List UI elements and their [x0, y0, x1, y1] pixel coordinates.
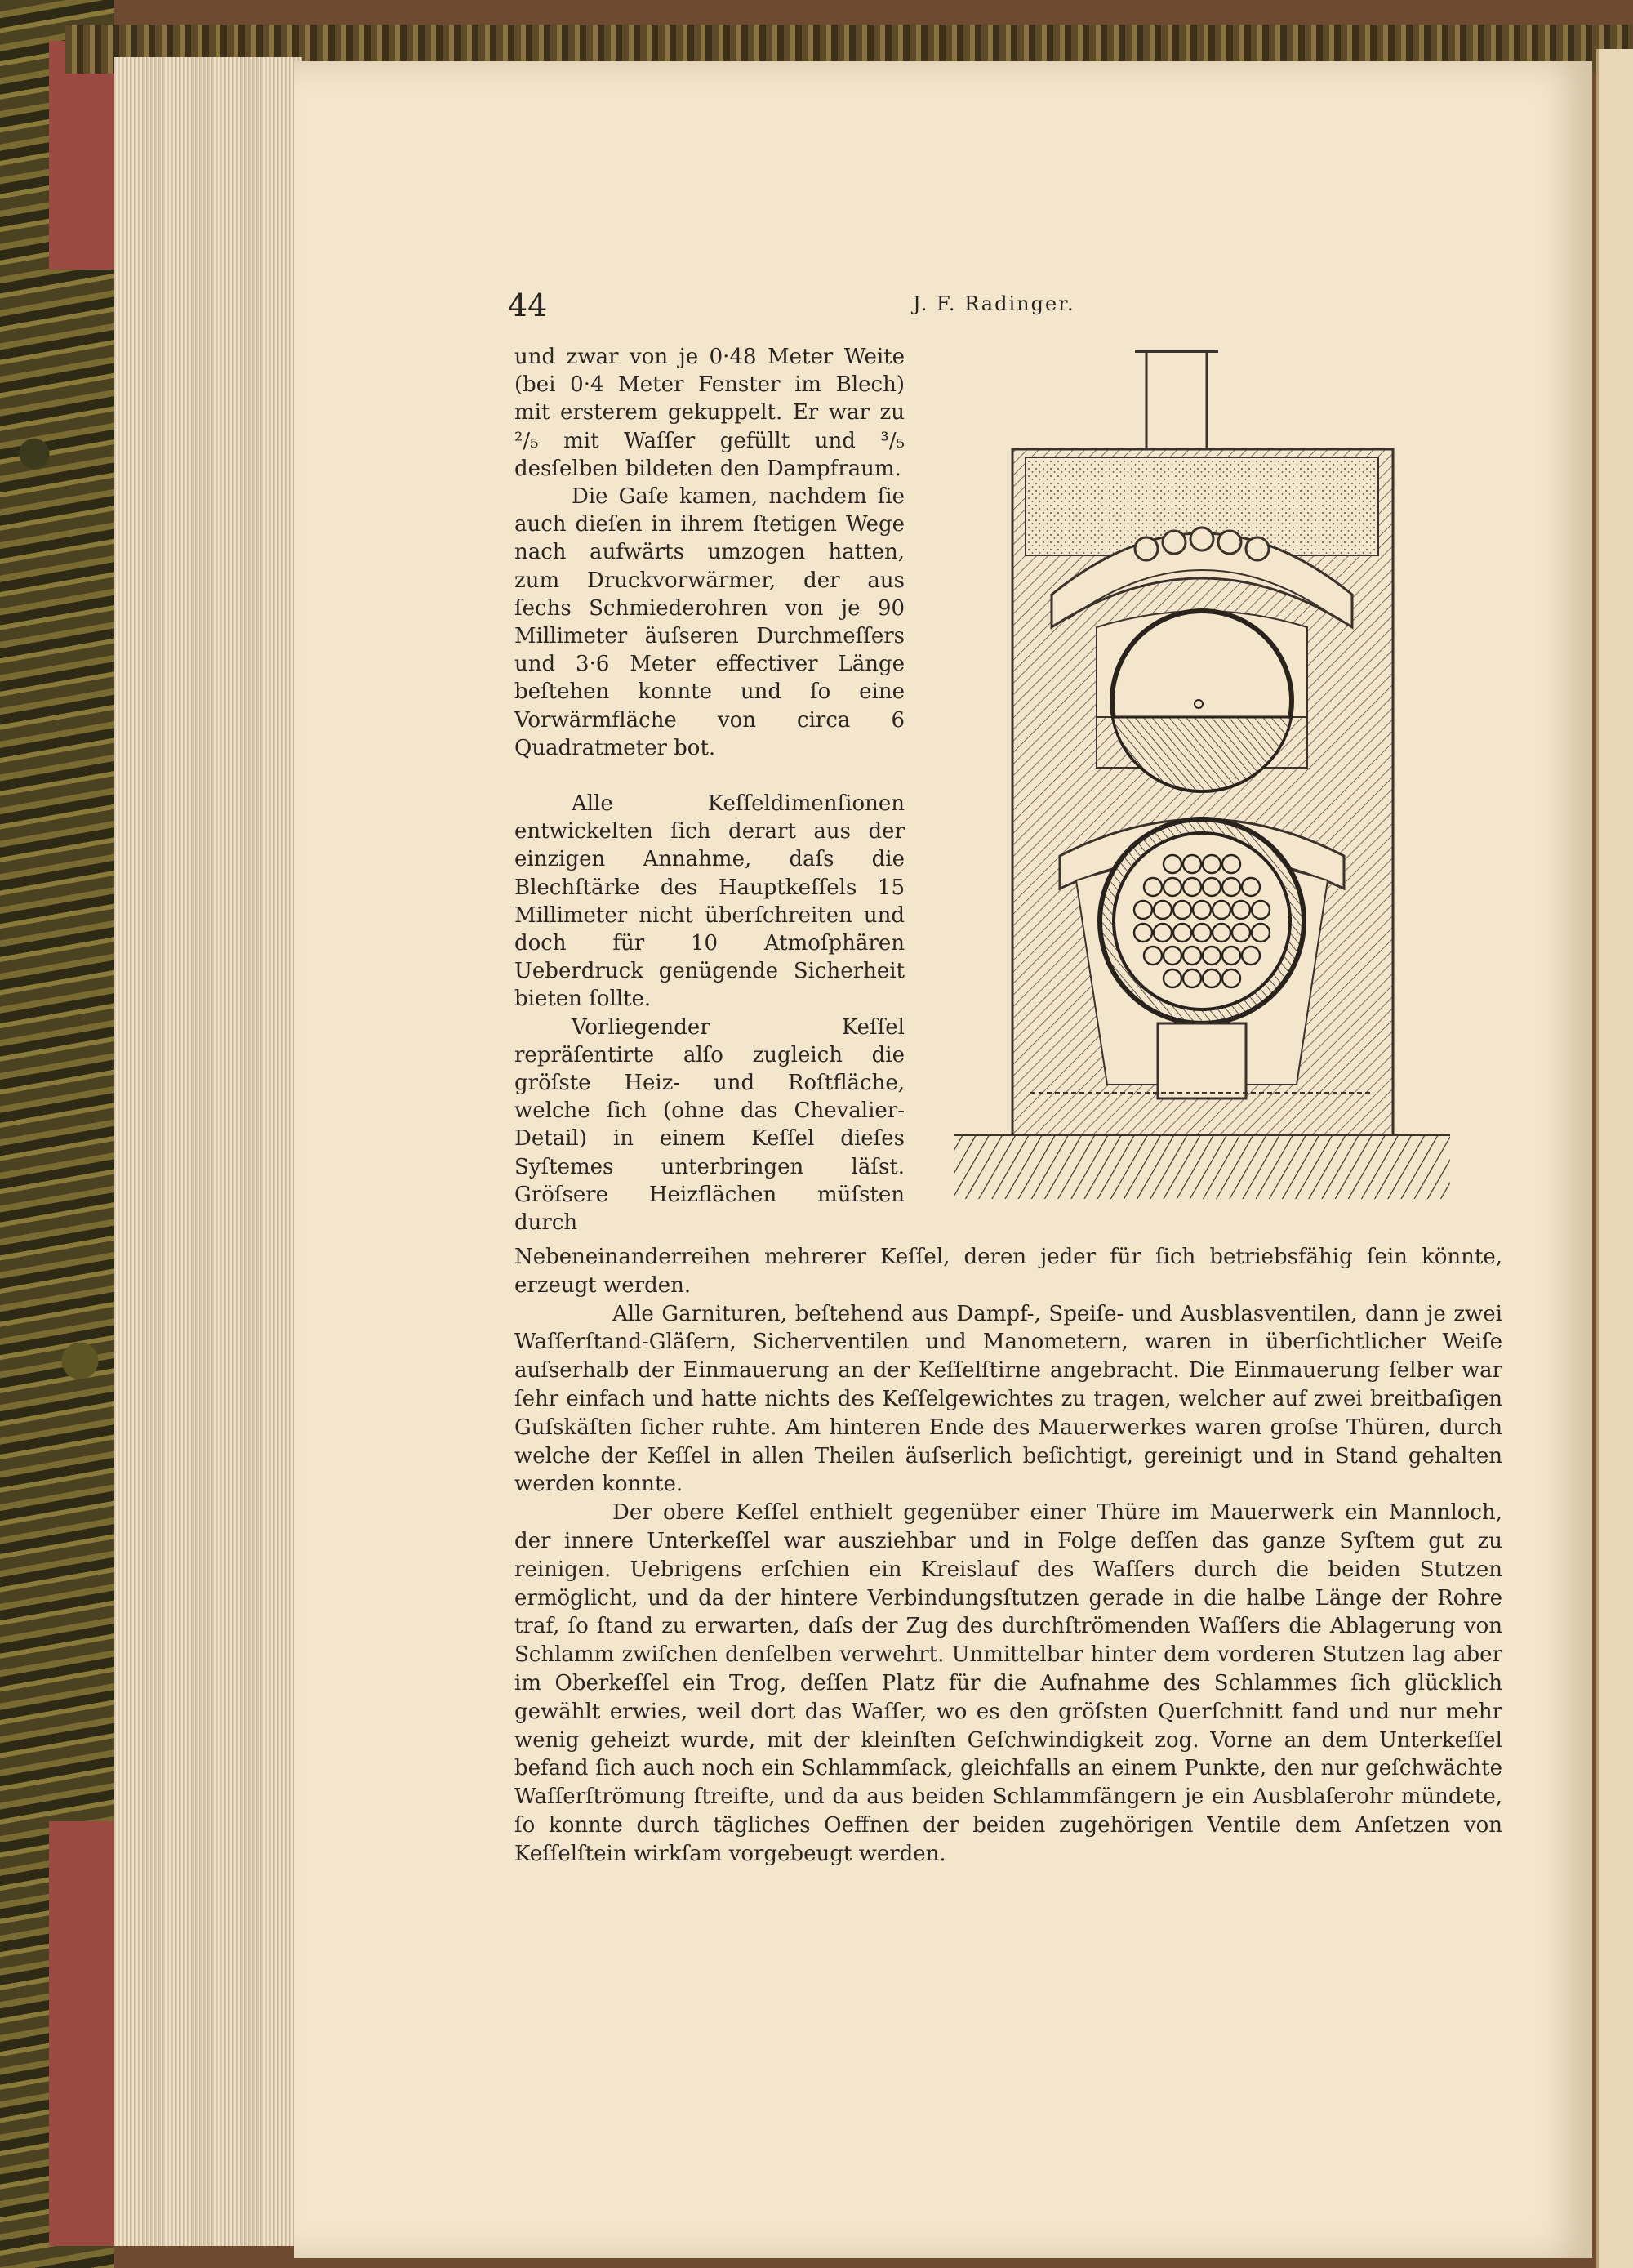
- cover-corner-top: [49, 41, 114, 270]
- paragraph: Vorliegender Keſſel repräſentirte alſo zugleich die gröſste Heiz- und Roſtfläche, welche ſich (ohne das Chevalier-Detail) in einem Keſſel dieſes Syſtemes unterbringen läſst. Gröſsere Heizflächen müſsten durch: [514, 1014, 905, 1236]
- paragraph: Alle Keſſeldimenſionen entwickelten ſich derart aus der einzigen Annahme, daſs die Blechſtärke des Hauptkeſſels 15 Millimeter nicht überſchreiten und doch für 10 Atmoſphären Ueberdruck genügende Sicherheit bieten ſollte.: [514, 791, 905, 1012]
- paragraph: Die Gaſe kamen, nachdem ſie auch dieſen in ihrem ſtetigen Wege nach aufwärts umzogen hatten, zum Druckvorwärmer, der aus ſechs Schmiederohren von je 90 Millimeter äuſseren Durchmeſſers und 3·6 Meter effectiver Länge beſtehen konnte und ſo eine Vorwärmfläche von circa 6 Quadratmeter bot.: [514, 484, 905, 760]
- column-text: [514, 343, 905, 1236]
- paragraph: Nebeneinanderreihen mehrerer Keſſel, deren jeder für ſich betriebsfähig ſein könnte, erzeugt werden.: [514, 1245, 1502, 1298]
- facing-page-edge: [1596, 49, 1633, 2268]
- page-number: 44: [508, 287, 548, 323]
- boiler-cross-section-icon: [954, 350, 1450, 1199]
- paragraph: Alle Garnituren, beſtehend aus Dampf-, Speiſe- und Ausblasventilen, dann je zwei Waſſerſtand-Gläſern, Sicherventilen und Manometern, waren in überſichtlicher Weiſe auſserhalb der Einmauerung an der Keſſelſtirne angebracht. Die Einmauerung ſelber war ſehr einfach und hatte nichts des Keſſelgewichtes zu tragen, welcher auf zwei breitbaſigen Guſskäſten ſicher ruhte. Am hinteren Ende des Mauerwerkes waren groſse Thüren, durch welche der Keſſel in allen Theilen äuſserlich beſichtigt, gereinigt und in Stand gehalten werden konnte.: [514, 1301, 1502, 1497]
- boiler-cross-section-figure: [954, 350, 1450, 1199]
- paragraph: und zwar von je 0·48 Meter Weite (bei 0·4 Meter Fenster im Blech) mit ersterem gekuppelt. Er war zu ²/₅ mit Waſſer gefüllt und ³/₅ desſelben bildeten den Dampfraum.: [514, 345, 905, 481]
- running-head: J. F. Radinger.: [913, 292, 1075, 315]
- paragraph: Der obere Keſſel enthielt gegenüber einer Thüre im Mauerwerk ein Mannloch, der innere Unterkeſſel war ausziehbar und in Folge deſſen das ganze Syſtem gut zu reinigen. Uebrigens erſchien ein Kreislauf des Waſſers durch die beiden Stutzen ermöglicht, und da der hintere Verbindungsſtutzen gerade in die halbe Länge der Rohre traf, ſo ſtand zu erwarten, daſs der Zug des durchſtrömenden Waſſers die Ablagerung von Schlamm zwiſchen denſelben verwehrt. Unmittelbar hinter dem vorderen Stutzen lag aber im Oberkeſſel ein Trog, deſſen Platz für die Aufnahme des Schlammes ſich glücklich gewählt erwies, weil dort das Waſſer, wo es den gröſsten Querſchnitt fand und nur mehr wenig geheizt wurde, mit der kleinſten Geſchwindigkeit zog. Vorne an dem Unterkeſſel befand ſich auch noch ein Schlammſack, gleichfalls an einem Punkte, den nur geſchwächte Waſſerſtrömung ſtreifte, und da aus beiden Schlammfängern je ein Ausblaſerohr mündete, ſo konnte durch tägliches Oeffnen der beiden zugehörigen Ventile dem Anſetzen von Keſſelſtein wirkſam vorgebeugt werden.: [514, 1500, 1502, 1866]
- page-edges: [114, 57, 302, 2246]
- full-width-text: [514, 1243, 1502, 1869]
- cover-corner-bottom: [49, 1821, 114, 2246]
